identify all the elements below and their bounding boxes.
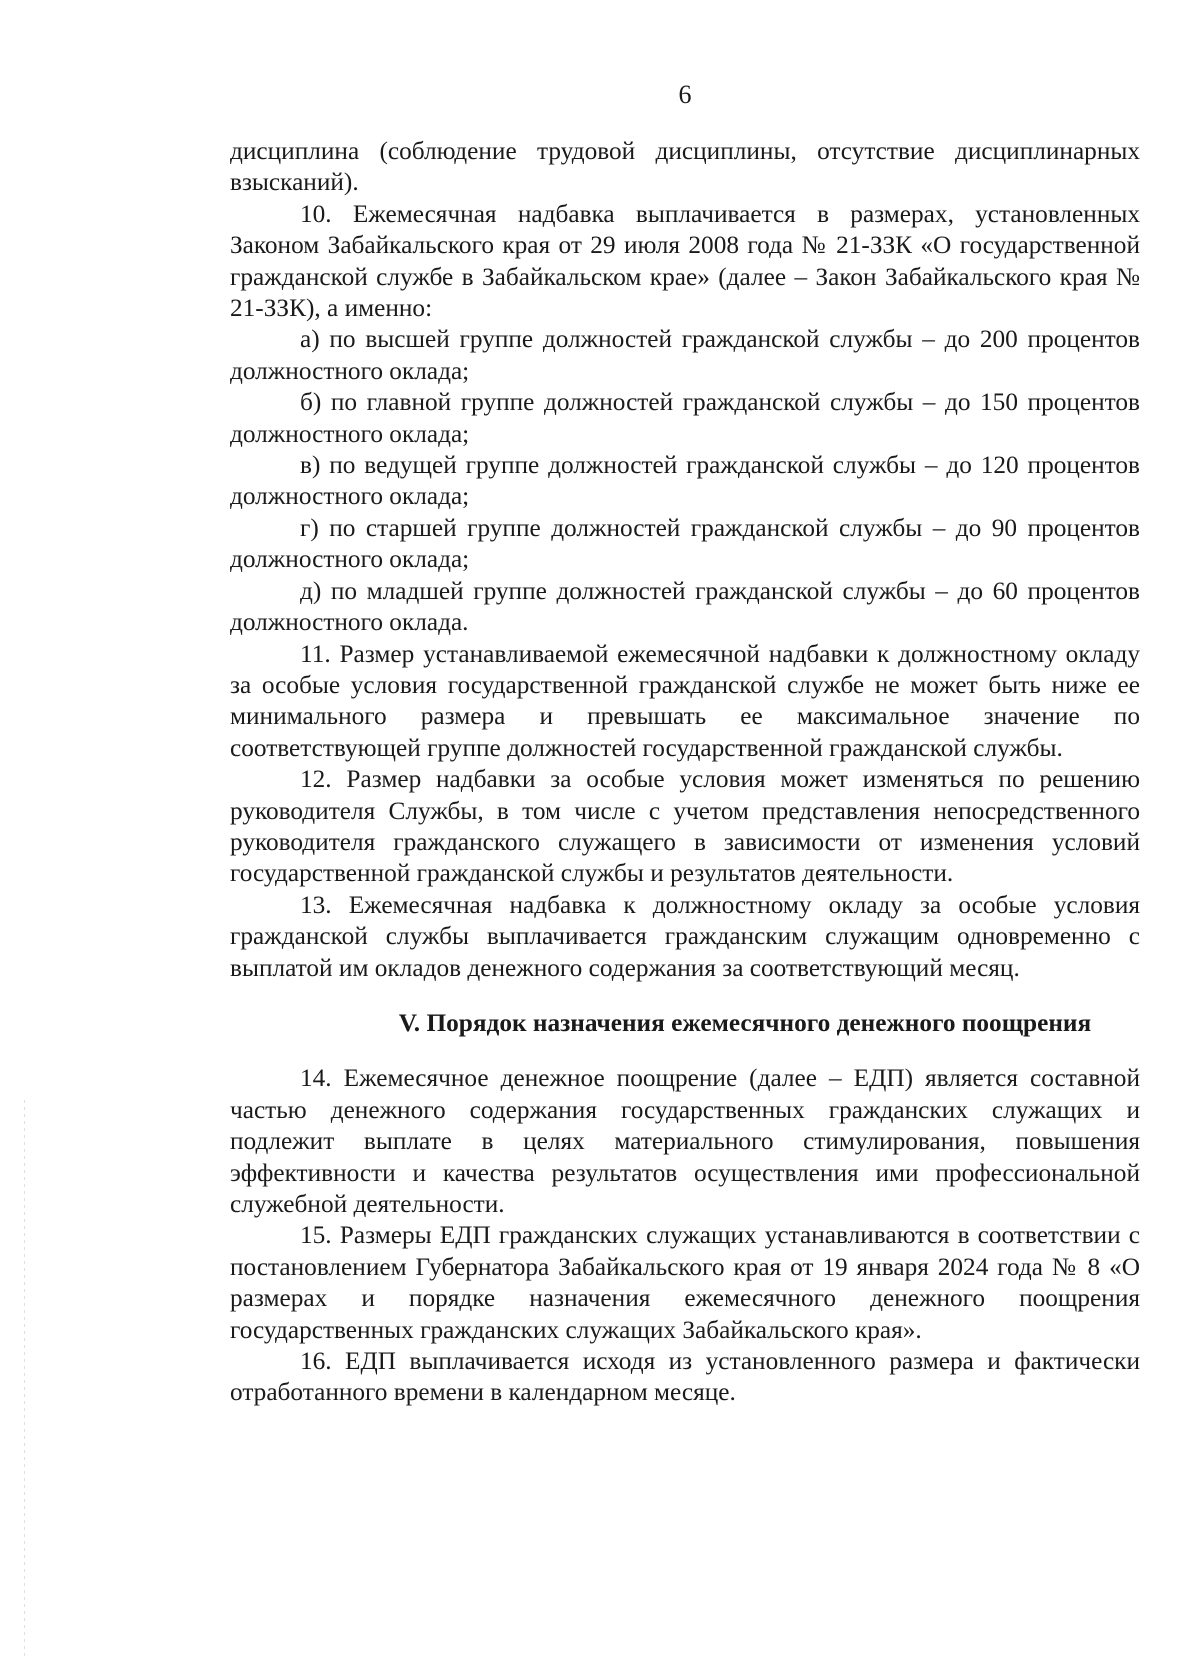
list-item-a: а) по высшей группе должностей гражданской службы – до 200 процентов должностного оклада; bbox=[230, 325, 1140, 385]
paragraph-continuation: дисциплина (соблюдение трудовой дисциплины, отсутствие дисциплинарных взысканий). bbox=[230, 137, 1140, 197]
list-item-g: г) по старшей группе должностей гражданской службы – до 90 процентов должностного оклада; bbox=[230, 513, 1140, 574]
paragraph-10: 10. Ежемесячная надбавка выплачивается в размерах, установленных Законом Забайкальского края от 29 июля 2008 года № 21-ЗЗК «О государственной гражданской службе в Забайкальском крае» (далее – Закон Забайкальского края № 21-ЗЗК), а именно: bbox=[230, 199, 1140, 323]
paragraph-13: 13. Ежемесячная надбавка к должностному окладу за особые условия гражданской службы выплачивается гражданским служащим одновременно с выплатой им окладов денежного содержания за соответствующий месяц. bbox=[230, 890, 1140, 982]
list-item-d: д) по младшей группе должностей гражданской службы – до 60 процентов должностного оклада. bbox=[230, 576, 1140, 637]
list-item-b: б) по главной группе должностей гражданской службы – до 150 процентов должностного оклада; bbox=[230, 388, 1140, 448]
spacer bbox=[230, 1039, 1140, 1063]
scan-edge-mark bbox=[24, 1100, 25, 1660]
paragraph-14: 14. Ежемесячное денежное поощрение (далее – ЕДП) является составной частью денежного содержания государственных гражданских служащих и подлежит выплате в целях материального стимулирования, повышения эффективности и качества результатов осуществления ими профессиональной служебной деятельности. bbox=[230, 1064, 1140, 1218]
spacer bbox=[230, 984, 1140, 1008]
paragraph-12: 12. Размер надбавки за особые условия может изменяться по решению руководителя Службы, в том числе с учетом представления непосредственного руководителя гражданского служащего в зависимости от изменения условий государственной гражданской службы и результатов деятельности. bbox=[230, 765, 1140, 888]
paragraph-11: 11. Размер устанавливаемой ежемесячной надбавки к должностному окладу за особые условия государственной гражданской службе не может быть ниже ее минимального размера и превышать ее максимальное значение по соответствующей группе должностей государственной гражданской службы. bbox=[230, 639, 1140, 762]
document-body bbox=[230, 136, 1140, 1409]
section-heading: V. Порядок назначения ежемесячного денежного поощрения bbox=[398, 1008, 1092, 1037]
list-item-v: в) по ведущей группе должностей гражданской службы – до 120 процентов должностного оклада; bbox=[230, 451, 1140, 511]
paragraph-16: 16. ЕДП выплачивается исходя из установленного размера и фактически отработанного времени в календарном месяце. bbox=[230, 1347, 1140, 1407]
paragraph-15: 15. Размеры ЕДП гражданских служащих устанавливаются в соответствии с постановлением Губернатора Забайкальского края от 19 января 2024 года № 8 «О размерах и порядке назначения ежемесячного денежного поощрения государственных гражданских служащих Забайкальского края». bbox=[230, 1221, 1140, 1344]
page-number: 6 bbox=[678, 80, 692, 109]
